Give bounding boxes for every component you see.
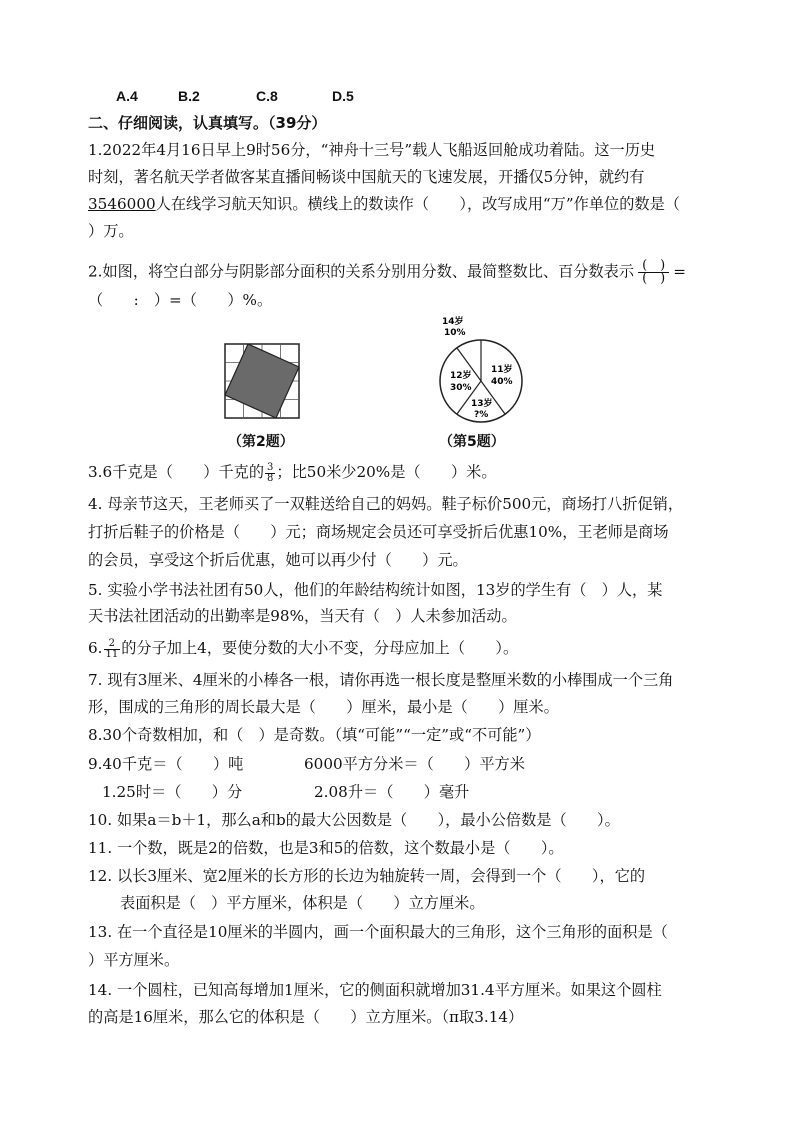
q7-line1: 7. 现有3厘米、4厘米的小棒各一根，请你再选一根长度是整厘米数的小棒围成一个三角: [88, 671, 674, 689]
q12-line1: 12. 以长3厘米、宽2厘米的长方形的长边为轴旋转一周，会得到一个（ ），它的: [88, 867, 646, 885]
q13-line2: ）平方厘米。: [88, 951, 180, 969]
q3-line: [88, 462, 713, 484]
q1-line1: 1.2022年4月16日早上9时56分，“神舟十三号”载人飞船返回舱成功着陆。这一历史: [88, 141, 656, 159]
caption-q2: （第2题）: [228, 434, 294, 450]
option-d: D.5: [332, 88, 354, 104]
figure-q5-pie: [436, 314, 526, 424]
option-a: A.4: [116, 88, 138, 104]
q6-line: [88, 638, 713, 660]
pie-label-11: 11岁: [491, 365, 513, 375]
figure-q2-square: [224, 343, 300, 419]
q13-line1: 13. 在一个直径是10厘米的半圆内，画一个面积最大的三角形，这个三角形的面积是（: [88, 923, 668, 941]
q3-part1: 3.6千克是（ ）千克的: [88, 463, 265, 481]
q6-frac-den: 11: [105, 648, 119, 660]
q6-part2: 的分子加上4，要使分数的大小不变，分母应加上（ ）。: [121, 639, 519, 657]
q2-line2: （ : ）=（ ）%。: [88, 291, 273, 309]
q1-line4: ）万。: [88, 222, 134, 240]
option-c: C.8: [256, 88, 278, 104]
option-b: B.2: [178, 88, 200, 104]
q5-line2: 天书法社团活动的出勤率是98%，当天有（ ）人未参加活动。: [88, 607, 517, 625]
q2-text: 2.如图，将空白部分与阴影部分面积的关系分别用分数、最简整数比、百分数表示: [88, 262, 635, 281]
q4-line3: 的会员，享受这个折后优惠，她可以再少付（ ）元。: [88, 551, 468, 569]
q8-line: 8.30个奇数相加，和（ ）是奇数。（填“可能”“一定”或“不可能”）: [88, 726, 541, 744]
pie-label-13: 13岁: [471, 399, 493, 409]
q14-line1: 14. 一个圆柱，已知高每增加1厘米，它的侧面积就增加31.4平方厘米。如果这个圆柱: [88, 981, 662, 999]
section-title: 二、仔细阅读，认真填写。（39分）: [88, 114, 327, 132]
q3-part2: ；比50米少20%是（ ）米。: [276, 463, 497, 481]
q9-b: 6000平方分米＝（ ）平方米: [304, 755, 525, 773]
pie-pct-11: 40%: [491, 377, 513, 387]
caption-q5: （第5题）: [439, 434, 505, 450]
q1-line3: [88, 194, 713, 214]
q6-fraction: [104, 639, 121, 660]
pie-label-14: 14岁: [442, 317, 464, 327]
q12-line2: 表面积是（ ）平方厘米，体积是（ ）立方厘米。: [120, 894, 485, 912]
q2-equals: =: [673, 262, 686, 281]
q3-frac-num: 3: [267, 461, 274, 473]
pie-pct-14: 10%: [444, 328, 466, 338]
q1-line3-rest: 人在线学习航天知识。横线上的数读作（ ），改写成用“万”作单位的数是（: [155, 195, 680, 213]
q1-line2: 时刻，著名航天学者做客某直播间畅谈中国航天的飞速发展，开播仅5分钟，就约有: [88, 168, 645, 186]
q9-line2: [102, 782, 727, 802]
q6-part1: 6.: [88, 639, 103, 657]
q5-line1: 5. 实验小学书法社团有50人，他们的年龄结构统计如图，13岁的学生有（ ）人，某: [88, 581, 663, 599]
q4-line2: 打折后鞋子的价格是（ ）元；商场规定会员还可享受折后优惠10%，王老师是商场: [88, 523, 669, 541]
q2-frac-den: ( ): [642, 271, 666, 286]
q2-blank-fraction: [638, 260, 669, 285]
q3-fraction: [265, 463, 275, 484]
q7-line2: 形，围成的三角形的周长最大是（ ）厘米，最小是（ ）厘米。: [88, 698, 559, 716]
q10-line: 10. 如果a＝b＋1，那么a和b的最大公因数是（ ），最小公倍数是（ ）。: [88, 811, 620, 829]
q6-frac-num: 2: [104, 639, 121, 650]
q2-frac-num: ( ): [638, 260, 669, 273]
q2-line1: [88, 260, 713, 285]
q11-line: 11. 一个数，既是2的倍数，也是3和5的倍数，这个数最小是（ ）。: [88, 839, 564, 857]
pie-pct-12: 30%: [450, 383, 472, 393]
q14-line2: 的高是16厘米，那么它的体积是（ ）立方厘米。（π取3.14）: [88, 1008, 524, 1026]
q9-a: 9.40千克＝（ ）吨: [88, 755, 244, 773]
q9-d: 2.08升＝（ ）毫升: [314, 783, 470, 801]
q9-line1: [88, 754, 713, 774]
q1-underlined-number: 3546000: [88, 195, 156, 213]
q9-c: 1.25时＝（ ）分: [102, 783, 243, 801]
q3-frac-den: 8: [267, 472, 274, 484]
pie-pct-13: ?%: [474, 410, 489, 420]
pie-label-12: 12岁: [450, 371, 472, 381]
q4-line1: 4. 母亲节这天，王老师买了一双鞋送给自己的妈妈。鞋子标价500元，商场打八折促销，: [88, 495, 684, 513]
